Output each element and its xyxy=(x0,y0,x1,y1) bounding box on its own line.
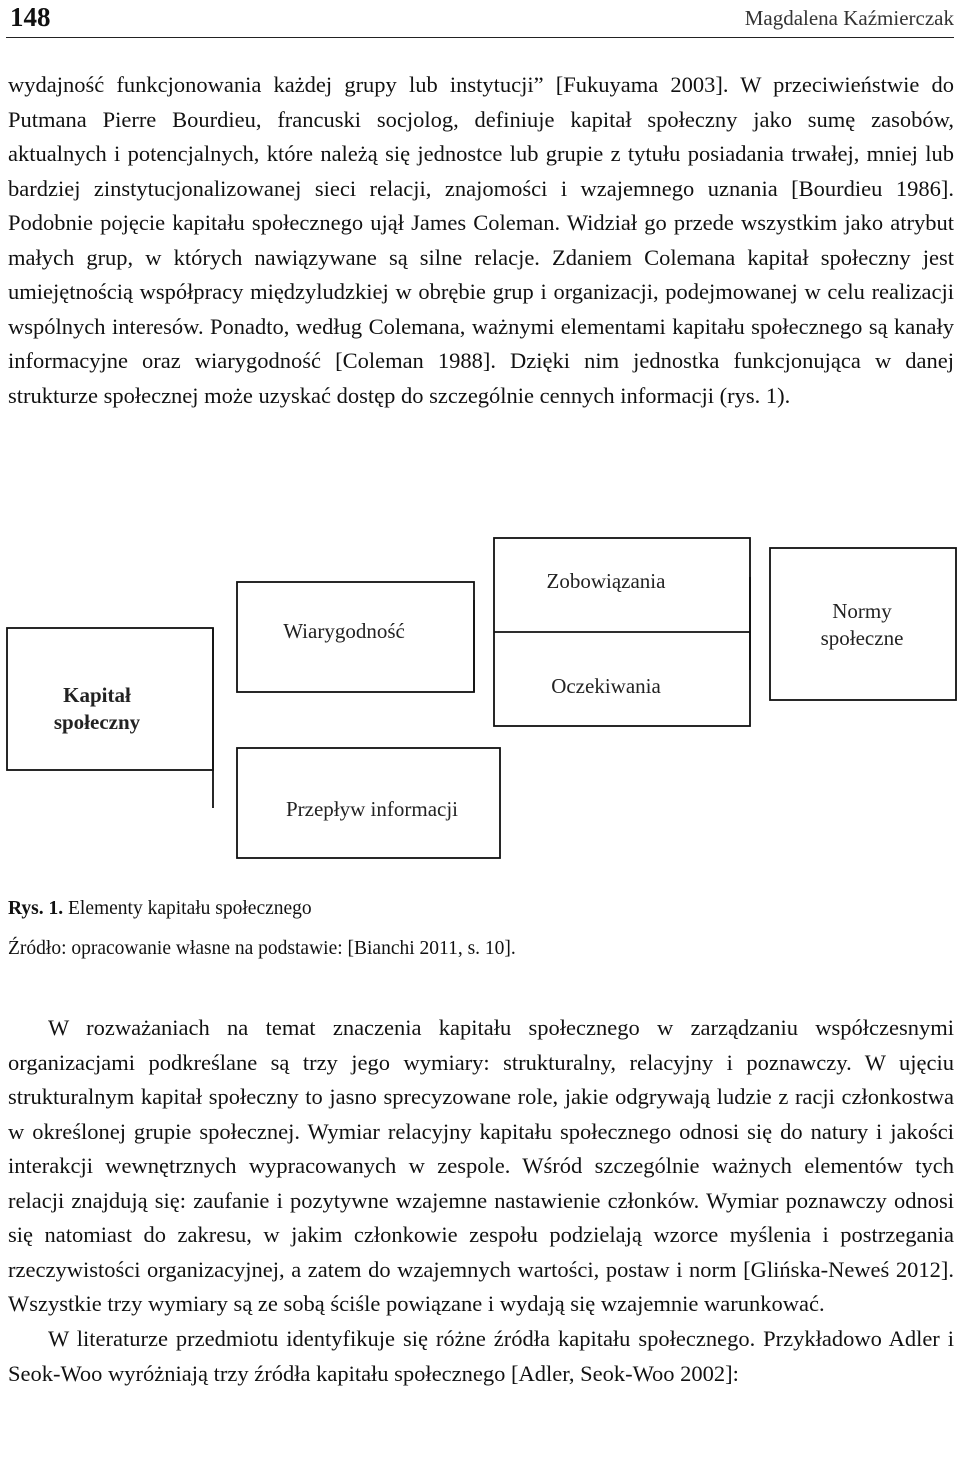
figure-caption-label: Rys. 1. xyxy=(8,898,64,919)
figure-caption-text: Elementy kapitału społecznego xyxy=(63,898,312,919)
running-head-author: Magdalena Kaźmierczak xyxy=(744,6,954,30)
label-norms-line1: Normy xyxy=(832,599,892,623)
figure-caption xyxy=(8,898,312,920)
figure-source: Źródło: opracowanie własne na podstawie: [Bianchi 2011, s. 10]. xyxy=(8,938,516,959)
label-obligations: Zobowiązania xyxy=(546,569,666,593)
box-social-norms xyxy=(770,548,956,700)
label-social-capital-line1: Kapitał xyxy=(63,683,131,707)
body-paragraph-3: W literaturze przedmiotu identyfikuje się różne źródła kapitału społecznego. Przykładowo Adler i Seok-Woo wyróżniają trzy źródła kapitału społecznego [Adler, Seok-Woo 2002]: xyxy=(8,1326,954,1386)
body-paragraph-2: W rozważaniach na temat znaczenia kapitału społecznego w zarządzaniu współczesnymi organizacjami podkreślane są trzy jego wymiary: strukturalny, relacyjny i poznawczy. W ujęciu strukturalnym kapitał społeczny to jasno sprecyzowane role, jakie odgrywają ludzie z racji członkostwa w określonej grupie społecznej. Wymiar relacyjny kapitału społecznego odnosi się do natury i jakości interakcji wewnętrznych wypracowanych w zespole. Wśród szczególnie ważnych elementów tych relacji znajdują się: zaufanie i pozytywne wzajemne nastawienie członków. Wymiar poznawczy odnosi się natomiast do zakresu, w jakim członkowie zespołu podzielają wzorce myślenia i postrzegania rzeczywistości organizacyjnej, a zatem do wzajemnych wartości, postaw i norm [Glińska-Neweś 2012]. Wszystkie trzy wymiary są ze sobą ściśle powiązane i wydają się wzajemnie warunkować. xyxy=(8,1015,954,1316)
social-capital-diagram xyxy=(0,530,960,880)
body-paragraph-1: wydajność funkcjonowania każdej grupy lub instytucji” [Fukuyama 2003]. W przeciwieństwie do Putmana Pierre Bourdieu, francuski socjolog, definiuje kapitał społeczny jako sumę zasobów, aktualnych i potencjalnych, które należą się jednostce lub grupie z tytułu posiadania trwałej, mniej lub bardziej zinstytucjonalizowanej sieci relacji, znajomości i wzajemnego uznania [Bourdieu 1986]. Podobnie pojęcie kapitału społecznego ujął James Coleman. Widział go przede wszystkim jako atrybut małych grup, w których nawiązywane są silne relacje. Zdaniem Colemana kapitał społeczny jest umiejętnością współpracy międzyludzkiej w obrębie grup i organizacji, podejmowanej w celu realizacji wspólnych interesów. Ponadto, według Colemana, ważnymi elementami kapitału społecznego są kanały informacyjne oraz wiarygodność [Coleman 1988]. Dzięki nim jednostka funkcjonująca w danej strukturze społecznej może uzyskać dostęp do szczególnie cennych informacji (rys. 1). xyxy=(8,72,954,408)
label-information-flow: Przepływ informacji xyxy=(285,797,459,821)
page-header xyxy=(6,0,954,38)
page-number: 148 xyxy=(10,2,51,32)
label-expectations: Oczekiwania xyxy=(551,674,661,698)
label-norms-line2: społeczne xyxy=(820,626,904,650)
label-credibility: Wiarygodność xyxy=(283,619,405,643)
label-social-capital-line2: społeczny xyxy=(53,710,141,734)
